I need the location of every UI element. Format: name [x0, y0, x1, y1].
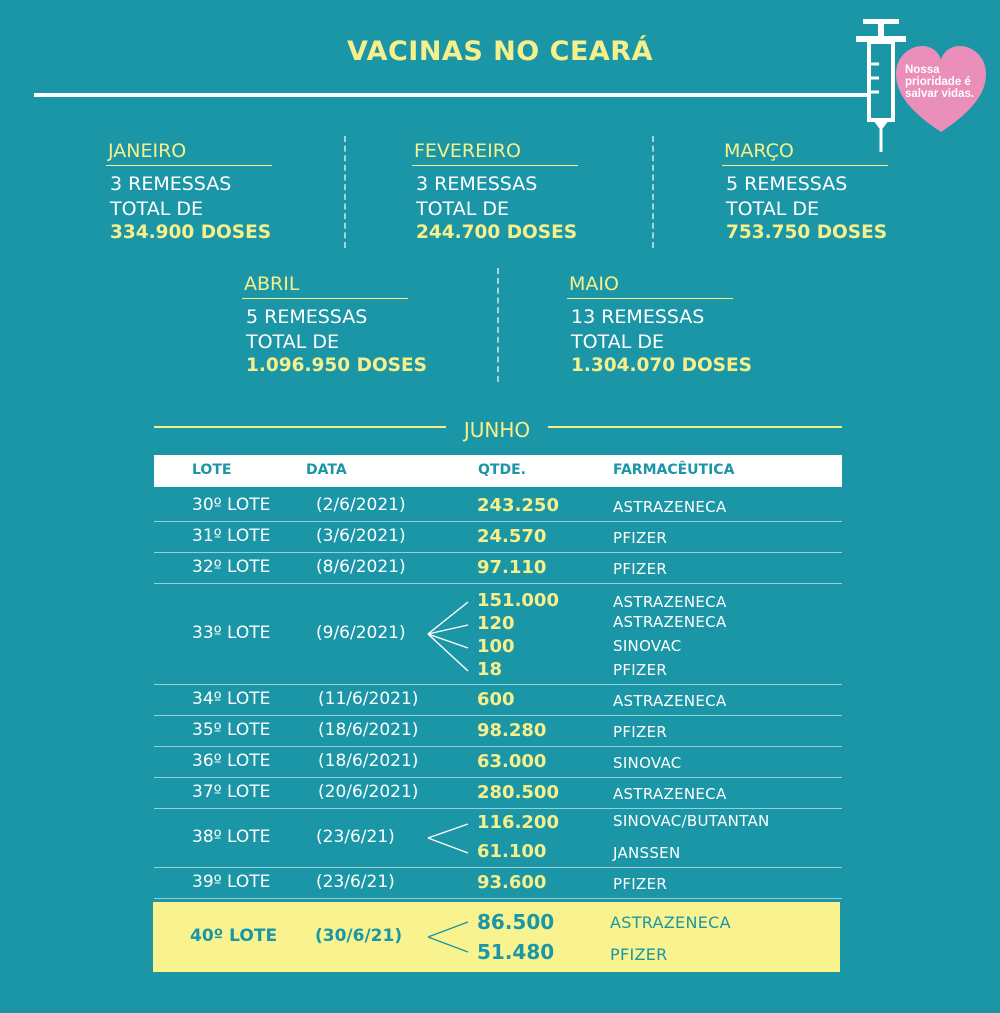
heart-message: Nossa prioridade é salvar vidas.: [905, 64, 975, 100]
row-divider: [154, 521, 842, 522]
month-doses: 753.750 DOSES: [726, 222, 888, 243]
month-doses: 1.304.070 DOSES: [571, 355, 752, 376]
month-divider: [497, 268, 499, 382]
lote-cell: 40º LOTE: [190, 926, 278, 946]
quantity-cell: 86.500: [477, 910, 555, 934]
month-doses: 244.700 DOSES: [416, 222, 578, 243]
month-name: MAIO: [567, 273, 733, 299]
date-cell: (23/6/21): [316, 827, 395, 847]
quantity-cell: 600: [477, 689, 515, 710]
june-rule-left: [154, 426, 446, 428]
quantity-cell: 116.200: [477, 812, 559, 833]
lote-cell: 33º LOTE: [192, 623, 271, 643]
pharma-cell: PFIZER: [613, 661, 668, 679]
month-name: ABRIL: [242, 273, 408, 299]
pharma-cell: PFIZER: [613, 723, 668, 741]
row-divider: [154, 898, 842, 899]
row-divider: [154, 684, 842, 685]
quantity-cell: 18: [477, 659, 503, 680]
lote-cell: 32º LOTE: [192, 557, 271, 577]
pharma-cell: ASTRAZENECA: [613, 593, 727, 611]
date-cell: (20/6/2021): [318, 782, 419, 802]
header-lote: LOTE: [192, 462, 232, 478]
quantity-cell: 243.250: [477, 495, 559, 516]
month-block-fevereiro: [412, 140, 592, 244]
june-heading: JUNHO: [463, 418, 531, 442]
table-header: [154, 455, 842, 487]
date-cell: (2/6/2021): [316, 495, 406, 515]
row-divider: [154, 808, 842, 809]
lote-cell: 31º LOTE: [192, 526, 271, 546]
quantity-cell: 51.480: [477, 940, 555, 964]
month-doses: 334.900 DOSES: [110, 222, 272, 243]
month-name: MARÇO: [722, 140, 888, 166]
lote-cell: 34º LOTE: [192, 689, 271, 709]
month-block-maio: [567, 273, 787, 377]
month-total-label: TOTAL DE: [571, 331, 664, 353]
month-divider: [652, 136, 654, 248]
quantity-cell: 120: [477, 613, 515, 634]
date-cell: (18/6/2021): [318, 720, 419, 740]
month-block-marco: [722, 140, 902, 244]
pharma-cell: ASTRAZENECA: [613, 692, 727, 710]
page-title: VACINAS NO CEARÁ: [347, 36, 653, 67]
date-cell: (30/6/21): [315, 926, 403, 946]
pharma-cell: SINOVAC/BUTANTAN: [613, 812, 770, 830]
row-divider: [154, 715, 842, 716]
bracket-lines: [420, 809, 476, 867]
month-total-label: TOTAL DE: [110, 198, 203, 220]
date-cell: (8/6/2021): [316, 557, 406, 577]
lote-cell: 36º LOTE: [192, 751, 271, 771]
date-cell: (23/6/21): [316, 872, 395, 892]
month-shipments: 13 REMESSAS: [571, 306, 705, 328]
title-underline: [34, 93, 870, 97]
header-farmaceutica: FARMACÊUTICA: [613, 462, 735, 478]
bracket-line: [428, 922, 468, 937]
quantity-cell: 100: [477, 636, 515, 657]
month-shipments: 5 REMESSAS: [246, 306, 368, 328]
pharma-cell: PFIZER: [613, 875, 668, 893]
quantity-cell: 280.500: [477, 782, 559, 803]
lote-cell: 37º LOTE: [192, 782, 271, 802]
pharma-cell: ASTRAZENECA: [613, 785, 727, 803]
row-divider: [154, 552, 842, 553]
row-divider: [154, 746, 842, 747]
bracket-line: [428, 634, 468, 648]
lote-cell: 38º LOTE: [192, 827, 271, 847]
month-name: JANEIRO: [106, 140, 272, 166]
month-name: FEVEREIRO: [412, 140, 578, 166]
month-block-abril: [242, 273, 462, 377]
month-shipments: 5 REMESSAS: [726, 173, 848, 195]
month-shipments: 3 REMESSAS: [416, 173, 538, 195]
month-total-label: TOTAL DE: [726, 198, 819, 220]
lote-cell: 30º LOTE: [192, 495, 271, 515]
header-qtde: QTDE.: [478, 462, 526, 478]
pharma-cell: SINOVAC: [613, 754, 682, 772]
date-cell: (18/6/2021): [318, 751, 419, 771]
bracket-lines: [420, 902, 476, 972]
june-rule-right: [548, 426, 842, 428]
bracket-lines: [420, 584, 476, 684]
quantity-cell: 151.000: [477, 590, 559, 611]
quantity-cell: 93.600: [477, 872, 547, 893]
row-divider: [154, 583, 842, 584]
row-divider: [154, 867, 842, 868]
date-cell: (3/6/2021): [316, 526, 406, 546]
header-data: DATA: [306, 462, 347, 478]
quantity-cell: 98.280: [477, 720, 547, 741]
month-doses: 1.096.950 DOSES: [246, 355, 427, 376]
lote-cell: 35º LOTE: [192, 720, 271, 740]
pharma-cell: PFIZER: [610, 945, 668, 964]
quantity-cell: 24.570: [477, 526, 547, 547]
bracket-line: [428, 824, 468, 838]
pharma-cell: ASTRAZENECA: [610, 913, 731, 932]
pharma-cell: SINOVAC: [613, 637, 682, 655]
pharma-cell: JANSSEN: [613, 844, 681, 862]
bracket-line: [428, 838, 468, 853]
month-divider: [344, 136, 346, 248]
pharma-cell: ASTRAZENECA: [613, 613, 727, 631]
lote-cell: 39º LOTE: [192, 872, 271, 892]
date-cell: (11/6/2021): [318, 689, 419, 709]
pharma-cell: ASTRAZENECA: [613, 498, 727, 516]
month-total-label: TOTAL DE: [416, 198, 509, 220]
quantity-cell: 61.100: [477, 841, 547, 862]
month-shipments: 3 REMESSAS: [110, 173, 232, 195]
quantity-cell: 63.000: [477, 751, 547, 772]
pharma-cell: PFIZER: [613, 560, 668, 578]
bracket-line: [428, 634, 468, 671]
month-block-janeiro: [106, 140, 286, 244]
month-total-label: TOTAL DE: [246, 331, 339, 353]
row-divider: [154, 777, 842, 778]
bracket-line: [428, 937, 468, 952]
pharma-cell: PFIZER: [613, 529, 668, 547]
quantity-cell: 97.110: [477, 557, 547, 578]
date-cell: (9/6/2021): [316, 623, 406, 643]
